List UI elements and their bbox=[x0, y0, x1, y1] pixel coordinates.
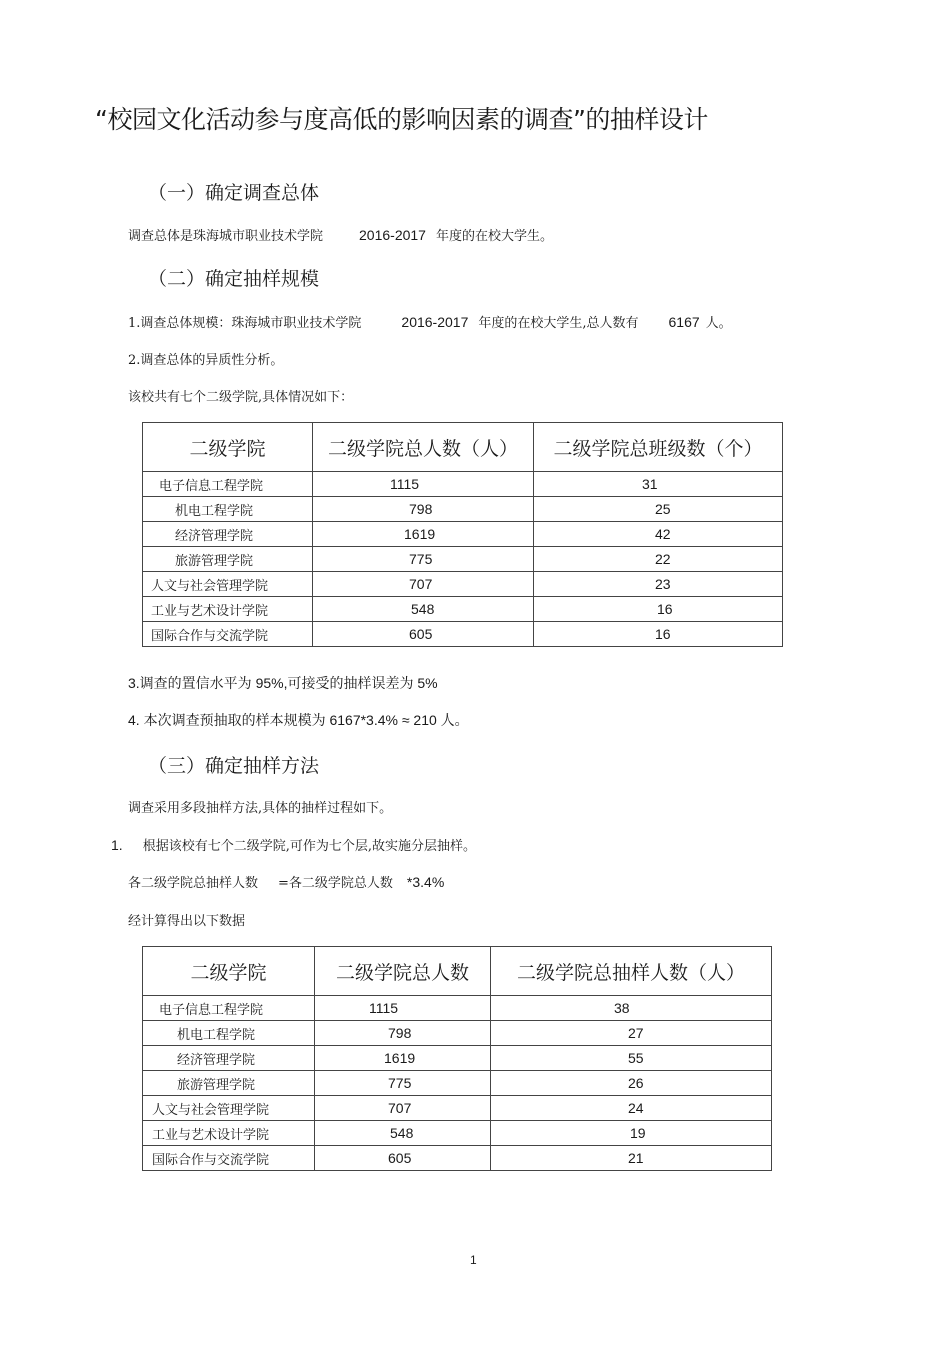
sample-size-cell: 38 bbox=[491, 996, 772, 1021]
table-header-row bbox=[143, 947, 772, 996]
college-name-cell: 机电工程学院 bbox=[143, 1021, 315, 1046]
table-row bbox=[143, 1046, 772, 1071]
sample-size-cell: 27 bbox=[491, 1021, 772, 1046]
total-classes-cell: 31 bbox=[534, 472, 783, 497]
total-classes-cell: 16 bbox=[534, 622, 783, 647]
total-students-cell: 1619 bbox=[315, 1046, 491, 1071]
college-name-cell: 人文与社会管理学院 bbox=[143, 572, 313, 597]
college-name-cell: 机电工程学院 bbox=[143, 497, 313, 522]
total-students-cell: 605 bbox=[313, 622, 534, 647]
college-name-cell: 经济管理学院 bbox=[143, 1046, 315, 1071]
college-name-cell: 经济管理学院 bbox=[143, 522, 313, 547]
total-students-cell: 798 bbox=[313, 497, 534, 522]
paragraph-sample-size: 4. 本次调查预抽取的样本规模为 6167*3.4% ≈ 210 人。 bbox=[128, 712, 469, 728]
table-header-cell: 二级学院总抽样人数（人） bbox=[491, 947, 772, 996]
total-classes-cell: 16 bbox=[534, 597, 783, 622]
table-header-cell: 二级学院总人数 bbox=[315, 947, 491, 996]
sample-size-cell: 26 bbox=[491, 1071, 772, 1096]
paragraph-confidence: 3.调查的置信水平为 95%,可接受的抽样误差为 5% bbox=[128, 675, 438, 691]
total-students-cell: 775 bbox=[315, 1071, 491, 1096]
table-header-row bbox=[143, 423, 783, 472]
college-name-cell: 国际合作与交流学院 bbox=[143, 622, 313, 647]
list-item-stratified: 1. 根据该校有七个二级学院,可作为七个层,故实施分层抽样。 bbox=[111, 837, 476, 854]
total-students-cell: 775 bbox=[313, 547, 534, 572]
paragraph-calc-intro: 经计算得出以下数据 bbox=[128, 914, 246, 929]
table-header-cell: 二级学院总班级数（个） bbox=[534, 423, 783, 472]
table-row bbox=[143, 597, 783, 622]
sample-size-cell: 55 bbox=[491, 1046, 772, 1071]
total-students-cell: 1115 bbox=[313, 472, 534, 497]
table-header-cell: 二级学院 bbox=[143, 423, 313, 472]
college-name-cell: 旅游管理学院 bbox=[143, 1071, 315, 1096]
college-name-cell: 电子信息工程学院 bbox=[143, 996, 315, 1021]
college-name-cell: 人文与社会管理学院 bbox=[143, 1096, 315, 1121]
table-row bbox=[143, 472, 783, 497]
table-header-cell: 二级学院 bbox=[143, 947, 315, 996]
paragraph-colleges-intro: 该校共有七个二级学院,具体情况如下： bbox=[128, 390, 354, 405]
paragraph-population-size: 1.调查总体规模：珠海城市职业技术学院 2016-2017 年度的在校大学生,总人数有 6167 人。 bbox=[128, 314, 732, 331]
total-students-cell: 798 bbox=[315, 1021, 491, 1046]
section-heading-3: （三）确定抽样方法 bbox=[148, 755, 320, 777]
table-row bbox=[143, 1071, 772, 1096]
table-row bbox=[143, 497, 783, 522]
sample-size-cell: 24 bbox=[491, 1096, 772, 1121]
college-name-cell: 旅游管理学院 bbox=[143, 547, 313, 572]
table-row bbox=[143, 547, 783, 572]
college-name-cell: 工业与艺术设计学院 bbox=[143, 1121, 315, 1146]
table-row bbox=[143, 1096, 772, 1121]
table-row bbox=[143, 1146, 772, 1171]
total-students-cell: 1115 bbox=[315, 996, 491, 1021]
total-classes-cell: 22 bbox=[534, 547, 783, 572]
section-heading-1: （一）确定调查总体 bbox=[148, 182, 320, 204]
list-number: 1. bbox=[111, 837, 123, 853]
table-row bbox=[143, 1021, 772, 1046]
total-students-cell: 1619 bbox=[313, 522, 534, 547]
paragraph-method: 调查采用多段抽样方法,具体的抽样过程如下。 bbox=[128, 801, 393, 816]
paragraph-population: 调查总体是珠海城市职业技术学院 2016-2017 年度的在校大学生。 bbox=[128, 227, 553, 244]
college-name-cell: 工业与艺术设计学院 bbox=[143, 597, 313, 622]
sample-size-cell: 19 bbox=[491, 1121, 772, 1146]
total-classes-cell: 42 bbox=[534, 522, 783, 547]
total-students-cell: 548 bbox=[315, 1121, 491, 1146]
total-students-cell: 605 bbox=[315, 1146, 491, 1171]
table-row bbox=[143, 522, 783, 547]
college-name-cell: 电子信息工程学院 bbox=[143, 472, 313, 497]
table-header-cell: 二级学院总人数（人） bbox=[313, 423, 534, 472]
paragraph-formula: 各二级学院总抽样人数 =各二级学院总人数 *3.4% bbox=[128, 874, 445, 891]
total-students-cell: 707 bbox=[313, 572, 534, 597]
section-heading-2: （二）确定抽样规模 bbox=[148, 268, 320, 290]
college-sample-table bbox=[142, 946, 772, 1171]
sample-size-cell: 21 bbox=[491, 1146, 772, 1171]
college-class-table bbox=[142, 422, 783, 647]
table-row bbox=[143, 996, 772, 1021]
total-classes-cell: 25 bbox=[534, 497, 783, 522]
paragraph-heterogeneity: 2.调查总体的异质性分析。 bbox=[128, 353, 284, 368]
total-students-cell: 707 bbox=[315, 1096, 491, 1121]
table-row bbox=[143, 1121, 772, 1146]
total-classes-cell: 23 bbox=[534, 572, 783, 597]
table-row bbox=[143, 572, 783, 597]
table-row bbox=[143, 622, 783, 647]
page-number: 1 bbox=[470, 1253, 477, 1267]
document-title: “校园文化活动参与度高低的影响因素的调查”的抽样设计 bbox=[95, 105, 708, 134]
total-students-cell: 548 bbox=[313, 597, 534, 622]
college-name-cell: 国际合作与交流学院 bbox=[143, 1146, 315, 1171]
